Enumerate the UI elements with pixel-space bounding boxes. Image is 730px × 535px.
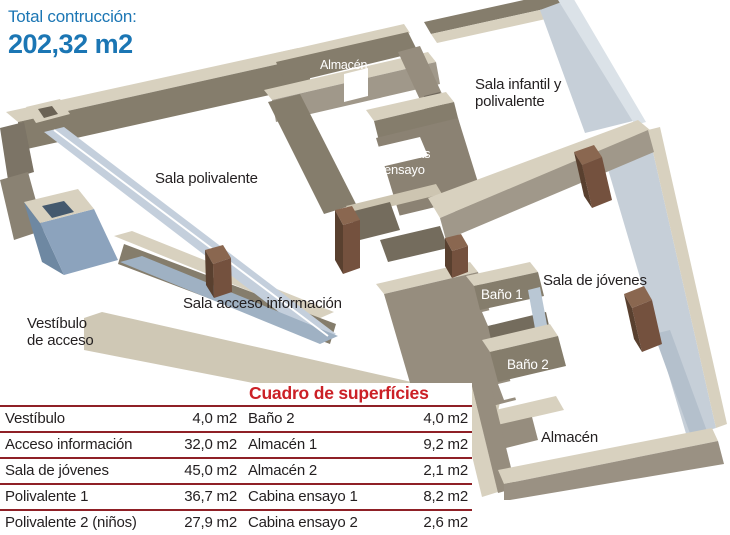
area-value-cell: 32,0 m2 — [184, 436, 237, 453]
room-label-line: de acceso — [27, 331, 94, 349]
cell-spacer — [237, 433, 248, 457]
room-label-sala-jovenes: Sala de jóvenes — [543, 272, 647, 289]
room-name-cell: Cabina ensayo 2 — [248, 514, 358, 531]
room-name-cell: Almacén 1 — [248, 436, 318, 453]
room-label-cabinas-ensayo — [384, 146, 430, 177]
header-subtitle: Total contrucción: — [8, 7, 137, 26]
room-label-sala-polivalente: Sala polivalente — [155, 170, 258, 187]
room-label-almacen-bottom: Almacén — [541, 429, 598, 446]
area-value-cell: 4,0 m2 — [423, 410, 468, 427]
room-label-line: polivalente — [475, 93, 545, 110]
room-name-cell: Acceso información — [5, 436, 133, 453]
room-name-cell: Baño 2 — [248, 410, 295, 427]
area-value-cell: 2,1 m2 — [423, 462, 468, 479]
cell-spacer — [237, 407, 248, 431]
area-value-cell: 45,0 m2 — [184, 462, 237, 479]
table-row — [0, 483, 472, 509]
area-value-cell: 27,9 m2 — [184, 514, 237, 531]
area-value-cell: 36,7 m2 — [184, 488, 237, 505]
room-label-vestibulo — [27, 316, 94, 349]
cell-spacer — [237, 459, 248, 483]
room-name-cell: Almacén 2 — [248, 462, 318, 479]
area-value-cell: 4,0 m2 — [192, 410, 237, 427]
table-row — [0, 509, 472, 535]
vestibule-entrance-group — [24, 189, 118, 275]
table-row — [0, 405, 472, 431]
area-value-cell: 2,6 m2 — [423, 514, 468, 531]
room-name-cell: Vestíbulo — [5, 410, 65, 427]
room-label-sala-infantil — [475, 76, 561, 110]
room-label-bano-2: Baño 2 — [507, 357, 549, 372]
header — [8, 7, 137, 60]
room-name-cell: Polivalente 1 — [5, 488, 89, 505]
area-value-cell: 8,2 m2 — [423, 488, 468, 505]
room-label-line: Vestíbulo — [27, 315, 87, 332]
room-label-bano-1: Baño 1 — [481, 287, 523, 302]
room-name-cell: Sala de jóvenes — [5, 462, 109, 479]
header-total-area: 202,32 m2 — [8, 29, 133, 59]
cell-spacer — [237, 485, 248, 509]
surfaces-table — [0, 383, 472, 535]
room-label-line: Sala infantil y — [475, 76, 562, 93]
room-label-line: Cabinas — [384, 146, 431, 161]
room-name-cell: Polivalente 2 (niños) — [5, 514, 137, 531]
room-label-almacen-top: Almacén — [320, 58, 368, 72]
table-row — [0, 457, 472, 483]
cell-spacer — [237, 511, 248, 535]
room-label-sala-acceso: Sala acceso información — [183, 295, 342, 312]
room-name-cell: Cabina ensayo 1 — [248, 488, 358, 505]
area-value-cell: 9,2 m2 — [423, 436, 468, 453]
surfaces-table-title: Cuadro de superfícies — [249, 383, 429, 403]
room-label-line: ensayo — [384, 161, 425, 177]
table-row — [0, 431, 472, 457]
